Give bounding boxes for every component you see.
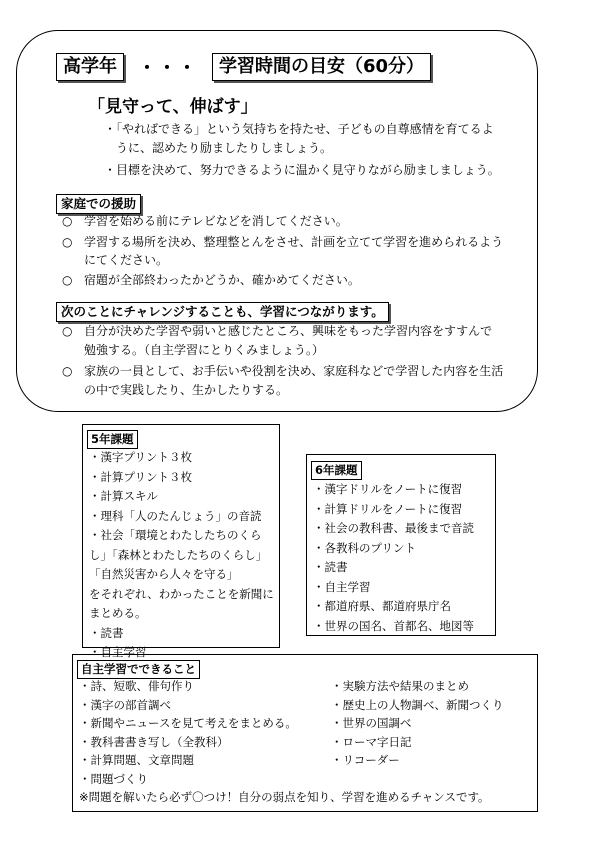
challenge-item: ○ 家族の一員として、お手伝いや役割を決め、家庭科などで学習した内容を生活: [62, 364, 504, 378]
list-item: ・世界の国調べ: [331, 716, 412, 730]
circle-marker: ○: [62, 324, 73, 338]
list-item: ・自主学習: [313, 579, 371, 594]
list-item: ・計算プリント３枚: [89, 469, 193, 484]
page-title: [56, 52, 431, 82]
challenge-item-cont: 勉強する。（自主学習にとりくみましょう。）: [84, 343, 325, 357]
list-item: ・漢字ドリルをノートに復習: [313, 482, 463, 496]
list-item: し」「森林とわたしたちのくらし」: [89, 547, 268, 562]
list-item: ・都道府県、都道府県庁名: [313, 599, 451, 613]
list-item: ・教科書書き写し（全教科）: [79, 734, 229, 749]
circle-marker: ○: [62, 235, 73, 249]
self-study-left-list: [79, 677, 297, 788]
list-item: ・社会「環境とわたしたちのくら: [89, 528, 262, 542]
grade5-heading: 5年課題: [87, 430, 138, 449]
grade5-box: [82, 424, 280, 659]
list-item: ・漢字の部首調べ: [79, 697, 171, 712]
support-item: ○ 宿題が全部終わったかどうか、確かめてください。: [62, 273, 360, 287]
list-item: ・問題づくり: [79, 771, 148, 786]
intro-line-1: ・「やればできる」という気持ちを持たせ、子どもの自尊感情を育てるよ: [104, 122, 494, 136]
list-item: ・読書: [313, 560, 348, 574]
list-item: ・自主学習: [89, 645, 147, 659]
title-dots: ・・・: [138, 58, 198, 79]
challenge-heading: 次のことにチャレンジすることも、学習につながります。: [56, 302, 389, 322]
self-study-heading: 自主学習でできること: [77, 660, 200, 679]
self-study-box: [72, 654, 538, 812]
grade6-heading: 6年課題: [311, 461, 362, 480]
list-item: ・実験方法や結果のまとめ: [331, 679, 469, 693]
list-item: ・新聞やニュースを見て考えをまとめる。: [79, 716, 297, 730]
slogan: 「見守って、伸ばす」: [88, 97, 258, 117]
list-item: ・計算ドリルをノートに復習: [313, 501, 463, 516]
list-item: ・理科「人のたんじょう」の音読: [89, 508, 262, 523]
list-item: ・世界の国名、首都名、地図等: [313, 618, 474, 633]
grade6-box: [306, 454, 496, 636]
list-item: ・リコーダー: [331, 753, 400, 767]
list-item: まとめる。: [89, 606, 147, 620]
list-item: ・詩、短歌、俳句作り: [79, 679, 194, 693]
challenge-section: [56, 301, 389, 322]
list-item: ・歴史上の人物調べ、新聞つくり: [331, 697, 504, 712]
list-item: ・各教科のプリント: [313, 540, 417, 555]
intro-line-2: うに、認めたり励ましたりしましょう。: [116, 141, 333, 155]
self-study-right-list: [331, 677, 504, 770]
challenge-item-cont: の中で実践したり、生かしたりする。: [84, 383, 289, 397]
intro-line-3: ・目標を決めて、努力できるように温かく見守りながら励ましましょう。: [104, 163, 500, 177]
study-time-label: 学習時間の目安（60分）: [212, 53, 431, 81]
support-item-cont: にてください。: [84, 253, 169, 267]
support-section: [56, 193, 141, 214]
grade5-list: [89, 448, 274, 663]
list-item: ・社会の教科書、最後まで音読: [313, 521, 474, 535]
support-heading: 家庭での援助: [56, 194, 141, 214]
list-item: をそれぞれ、わかったことを新聞に: [89, 586, 274, 601]
list-item: ・計算スキル: [89, 489, 158, 503]
list-item: ・漢字プリント３枚: [89, 450, 193, 464]
circle-marker: ○: [62, 214, 73, 228]
list-item: 「自然災害から人々を守る」: [89, 567, 239, 581]
support-item: ○ 学習を始める前にテレビなどを消してください。: [62, 214, 348, 228]
list-item: ・ローマ字日記: [331, 734, 412, 749]
list-item: ・計算問題、文章問題: [79, 753, 194, 767]
self-study-note: ※問題を解いたら必ず〇つけ！自分の弱点を知り、学習を進めるチャンスです。: [79, 790, 490, 804]
circle-marker: ○: [62, 364, 73, 378]
grade-label: 高学年: [56, 53, 124, 81]
circle-marker: ○: [62, 273, 73, 287]
support-item: ○ 学習する場所を決め、整理整とんをさせ、計画を立てて学習を進められるよう: [62, 235, 504, 249]
list-item: ・読書: [89, 625, 124, 640]
challenge-item: ○ 自分が決めた学習や弱いと感じたところ、興味をもった学習内容をすすんで: [62, 324, 493, 338]
grade6-list: [313, 480, 474, 636]
